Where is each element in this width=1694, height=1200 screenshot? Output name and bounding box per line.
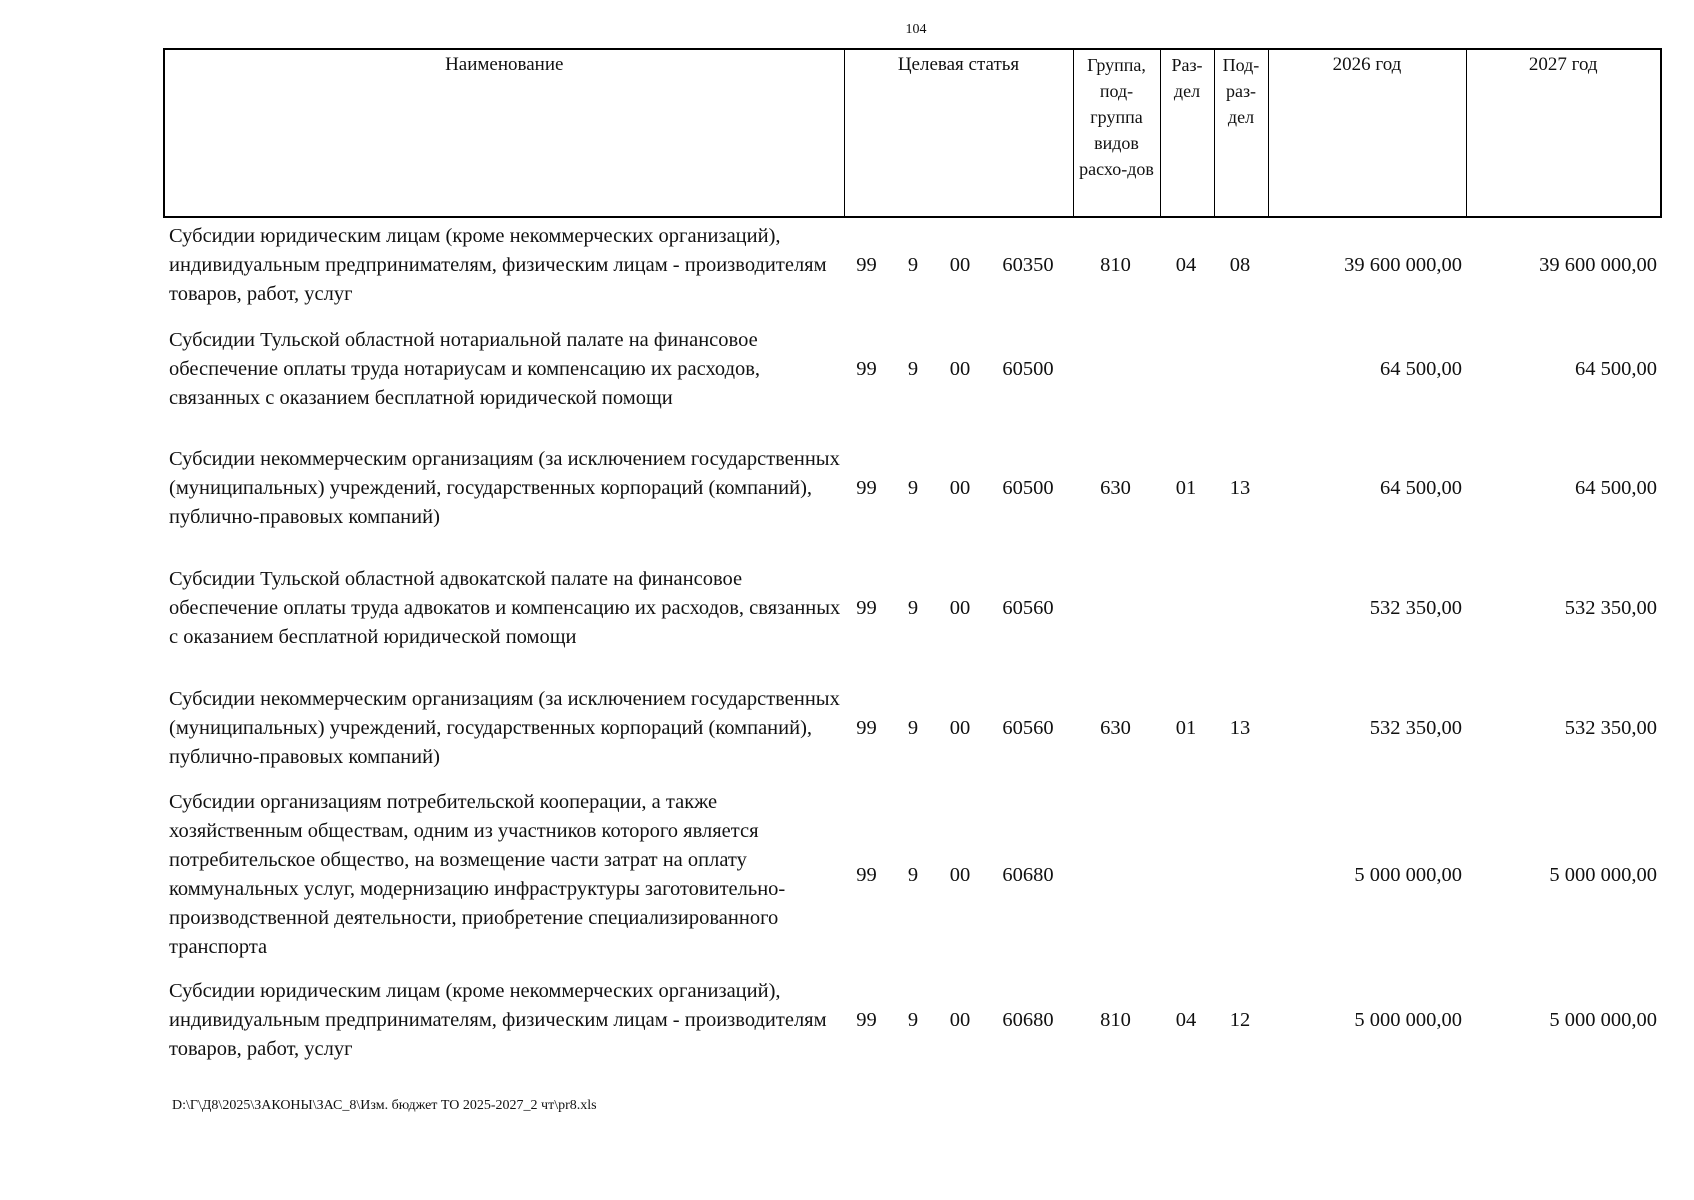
row-name: Субсидии некоммерческим организациям (за исключением государственных (муниципальных) учреждений, государственных корпораций (компаний), публично-правовых компаний) xyxy=(169,447,840,528)
table-row xyxy=(163,220,1660,310)
footer-file-path: D:\Г\Д8\2025\ЗАКОНЫ\ЗАС_8\Изм. бюджет ТО 2025-2027_2 чт\pr8.xls xyxy=(172,1098,597,1113)
section-code xyxy=(1159,310,1213,428)
amount-2027: 532 350,00 xyxy=(1564,716,1657,739)
amount-2026: 64 500,00 xyxy=(1380,357,1462,380)
target-article-subprogram: 9 xyxy=(907,716,919,739)
amount-2026: 532 350,00 xyxy=(1369,716,1462,739)
table-body xyxy=(163,220,1660,1078)
expense-group-code xyxy=(1072,788,1159,962)
target-article-group: 00 xyxy=(949,596,971,619)
amount-2026: 5 000 000,00 xyxy=(1354,863,1462,886)
target-article-code: 60500 xyxy=(1002,357,1054,380)
table-row xyxy=(163,428,1660,548)
target-article-group: 00 xyxy=(949,716,971,739)
target-article-code: 60350 xyxy=(1002,253,1054,276)
row-name: Субсидии юридическим лицам (кроме некоммерческих организаций), индивидуальным предпринимателям, физическим лицам - производителям товаров, работ, услуг xyxy=(169,979,827,1060)
header-year-2026: 2026 год xyxy=(1268,49,1466,217)
target-article-subprogram: 9 xyxy=(907,1008,919,1031)
subsection-code xyxy=(1213,310,1267,428)
table-row xyxy=(163,962,1660,1078)
expense-group-code: 630 xyxy=(1100,476,1131,499)
expense-group-code xyxy=(1072,548,1159,668)
expense-group-code: 630 xyxy=(1100,716,1131,739)
target-article-code: 60560 xyxy=(1002,596,1054,619)
target-article-code: 60680 xyxy=(1002,1008,1054,1031)
row-name: Субсидии некоммерческим организациям (за исключением государственных (муниципальных) учреждений, государственных корпораций (компаний), публично-правовых компаний) xyxy=(169,687,840,768)
row-name: Субсидии организациям потребительской кооперации, а также хозяйственным обществам, одним из участников которого является потребительское общество, на возмещение части затрат на оплату коммунальных услуг, модернизацию инфраструктуры заготовительно-производственной деятельности, приобретение специализированного транспорта xyxy=(169,791,786,958)
target-article-code: 60680 xyxy=(1002,863,1054,886)
section-code: 01 xyxy=(1175,716,1197,739)
table-row xyxy=(163,310,1660,428)
row-name: Субсидии юридическим лицам (кроме некоммерческих организаций), индивидуальным предпринимателям, физическим лицам - производителям товаров, работ, услуг xyxy=(169,224,827,305)
expense-group-code: 810 xyxy=(1100,1008,1131,1031)
target-article-subprogram: 9 xyxy=(907,863,919,886)
header-target-article: Целевая статья xyxy=(844,49,1073,217)
amount-2027: 532 350,00 xyxy=(1564,596,1657,619)
target-article-subprogram: 9 xyxy=(907,253,919,276)
section-code xyxy=(1159,788,1213,962)
page-number: 104 xyxy=(905,22,927,37)
amount-2026: 532 350,00 xyxy=(1369,596,1462,619)
expense-group-code xyxy=(1072,310,1159,428)
target-article-program: 99 xyxy=(856,253,877,276)
section-code: 04 xyxy=(1175,1008,1197,1031)
target-article-subprogram: 9 xyxy=(907,476,919,499)
amount-2027: 64 500,00 xyxy=(1575,357,1657,380)
subsection-code: 13 xyxy=(1229,476,1251,499)
row-name: Субсидии Тульской областной адвокатской палате на финансовое обеспечение оплаты труда адвокатов и компенсацию их расходов, связанных с оказанием бесплатной юридической помощи xyxy=(169,567,841,648)
target-article-program: 99 xyxy=(856,716,877,739)
target-article-group: 00 xyxy=(949,253,971,276)
target-article-program: 99 xyxy=(856,357,877,380)
amount-2027: 5 000 000,00 xyxy=(1549,1008,1657,1031)
expense-group-code: 810 xyxy=(1100,253,1131,276)
table-row xyxy=(163,788,1660,962)
target-article-group: 00 xyxy=(949,357,971,380)
amount-2026: 64 500,00 xyxy=(1380,476,1462,499)
header-expense-group: Группа, под-группа видов расхо-дов xyxy=(1073,49,1160,217)
subsection-code: 08 xyxy=(1229,253,1251,276)
header-subsection: Под-раз-дел xyxy=(1214,49,1268,217)
subsection-code xyxy=(1213,788,1267,962)
target-article-program: 99 xyxy=(856,596,877,619)
header-section: Раз-дел xyxy=(1160,49,1214,217)
target-article-code: 60560 xyxy=(1002,716,1054,739)
header-name: Наименование xyxy=(164,49,844,217)
table-row xyxy=(163,668,1660,788)
amount-2027: 64 500,00 xyxy=(1575,476,1657,499)
table-row xyxy=(163,548,1660,668)
section-code: 01 xyxy=(1175,476,1197,499)
target-article-program: 99 xyxy=(856,1008,877,1031)
subsection-code: 12 xyxy=(1229,1008,1251,1031)
header-year-2027: 2027 год xyxy=(1466,49,1661,217)
target-article-subprogram: 9 xyxy=(907,596,919,619)
subsection-code xyxy=(1213,548,1267,668)
target-article-group: 00 xyxy=(949,1008,971,1031)
target-article-group: 00 xyxy=(949,863,971,886)
amount-2026: 39 600 000,00 xyxy=(1344,253,1462,276)
amount-2027: 39 600 000,00 xyxy=(1539,253,1657,276)
target-article-group: 00 xyxy=(949,476,971,499)
subsection-code: 13 xyxy=(1229,716,1251,739)
section-code: 04 xyxy=(1175,253,1197,276)
amount-2027: 5 000 000,00 xyxy=(1549,863,1657,886)
header-row xyxy=(164,49,1661,217)
table-header xyxy=(163,48,1662,218)
target-article-program: 99 xyxy=(856,863,877,886)
section-code xyxy=(1159,548,1213,668)
row-name: Субсидии Тульской областной нотариальной палате на финансовое обеспечение оплаты труда нотариусам и компенсацию их расходов, связанных с оказанием бесплатной юридической помощи xyxy=(169,328,761,409)
target-article-code: 60500 xyxy=(1002,476,1054,499)
target-article-program: 99 xyxy=(856,476,877,499)
target-article-subprogram: 9 xyxy=(907,357,919,380)
amount-2026: 5 000 000,00 xyxy=(1354,1008,1462,1031)
